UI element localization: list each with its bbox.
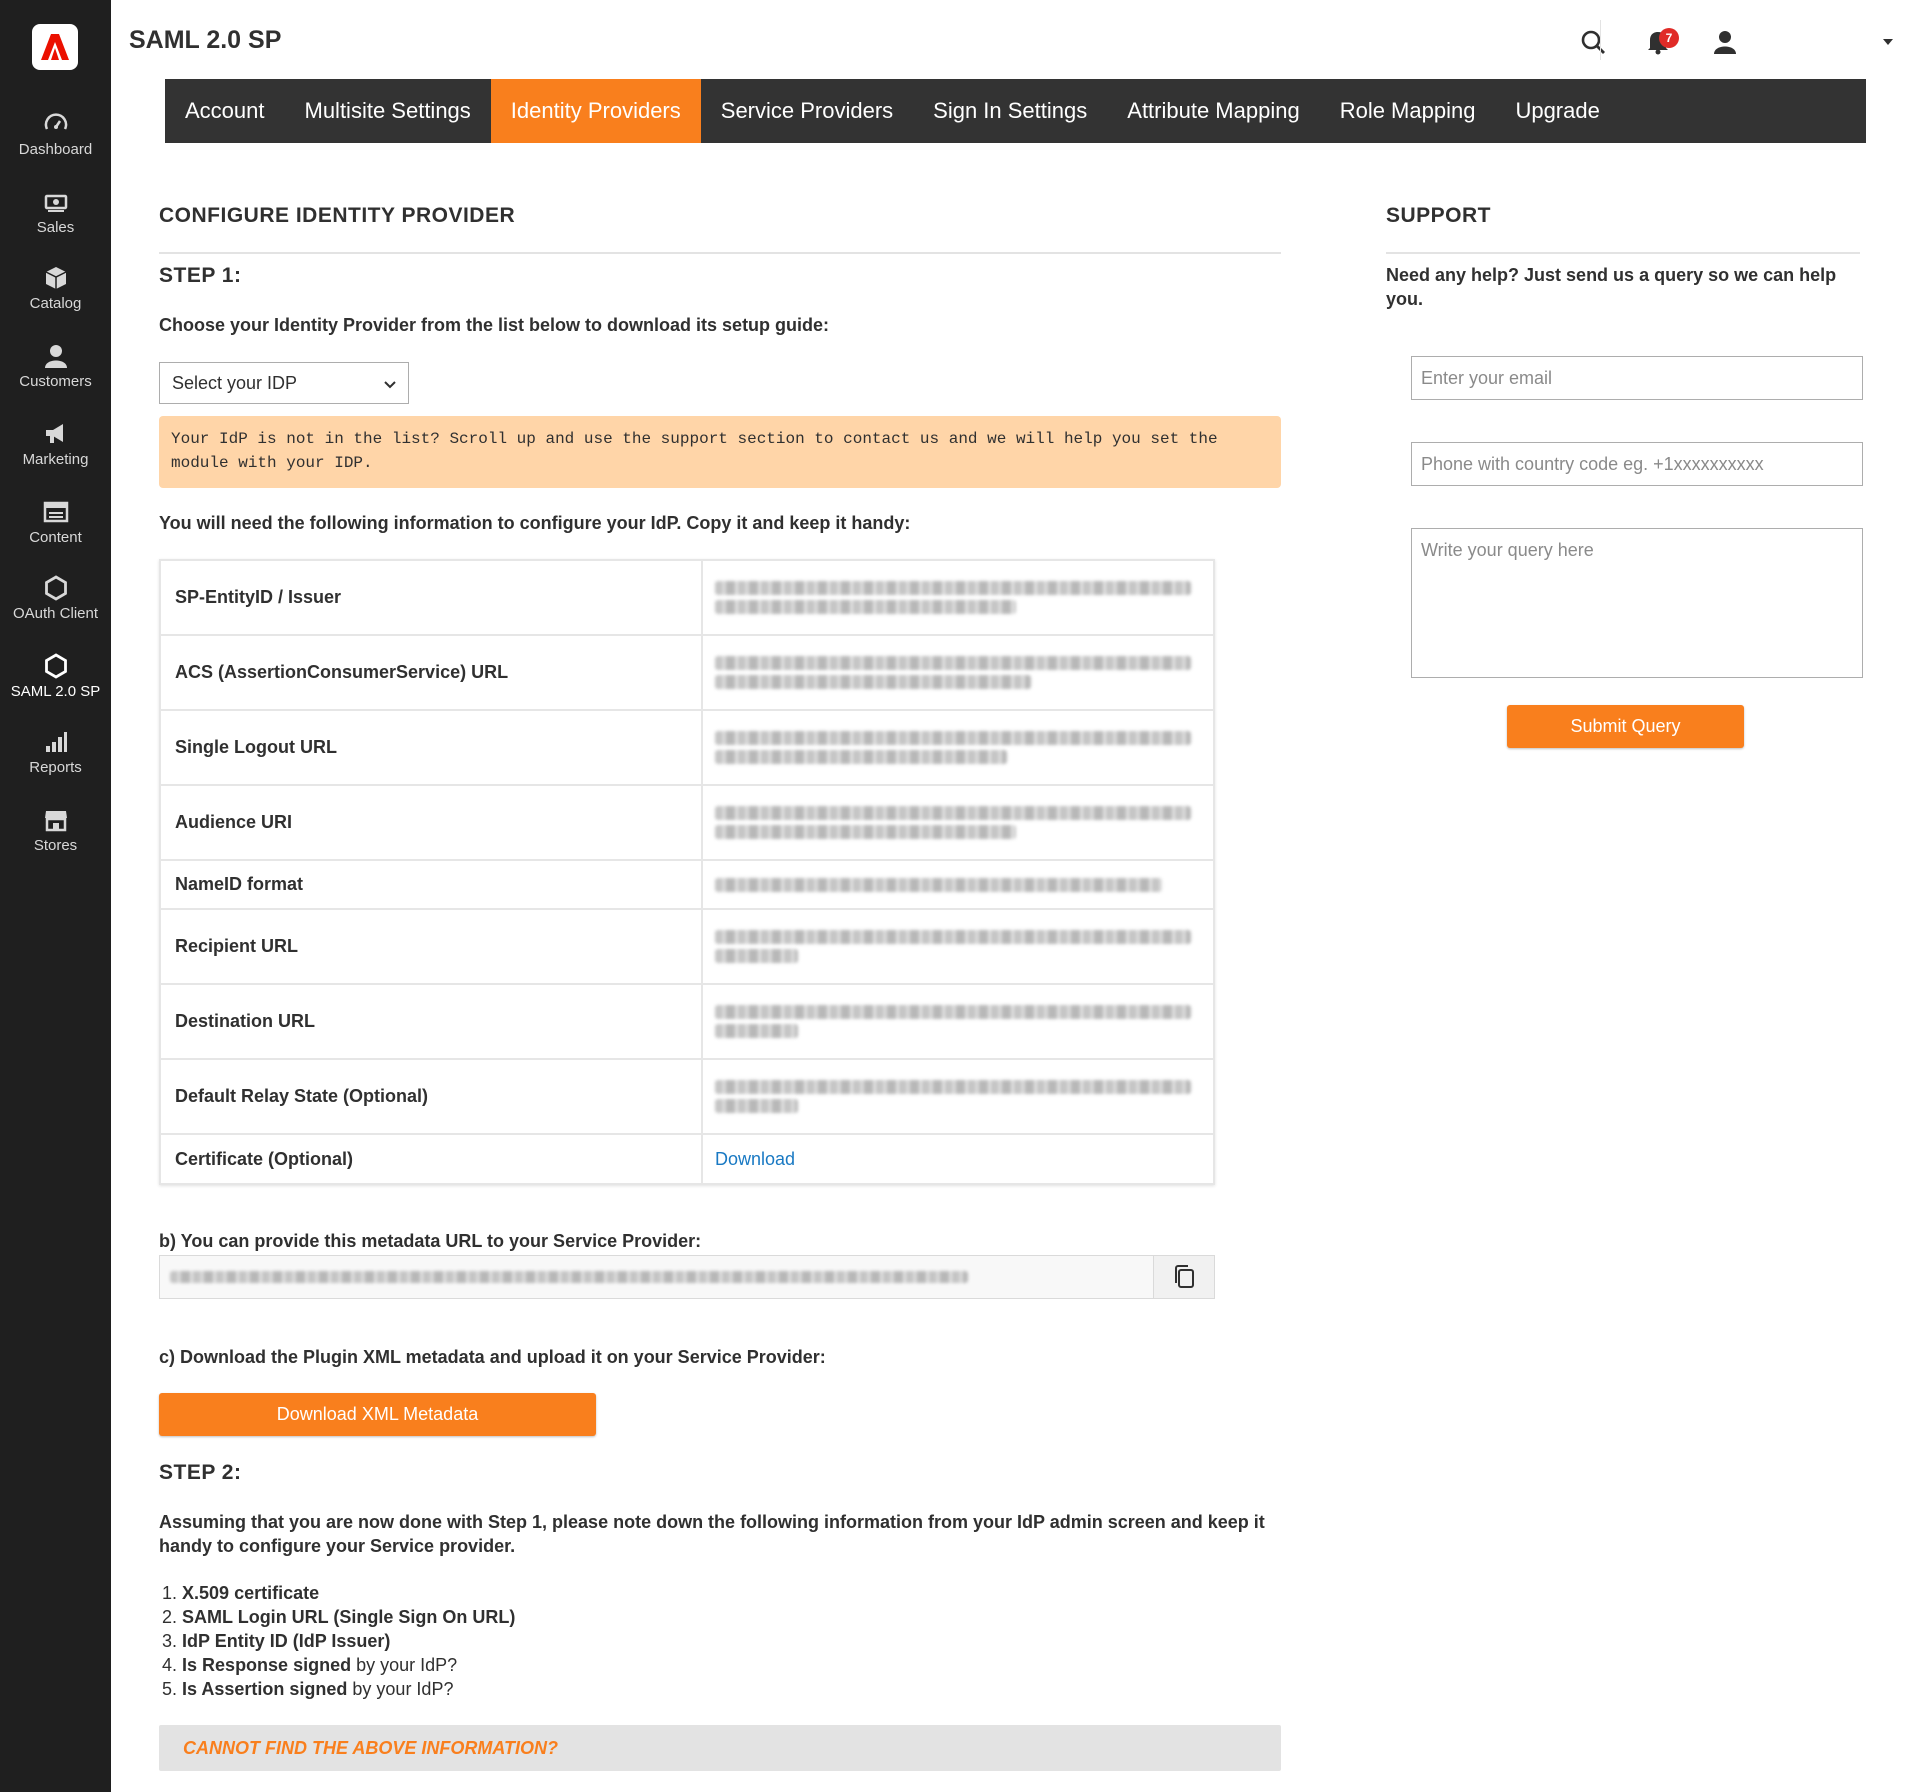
phone-placeholder: Phone with country code eg. +1xxxxxxxxxx — [1421, 453, 1764, 474]
sidebar-item-label: Catalog — [29, 295, 82, 312]
support-phone-field[interactable] — [1411, 442, 1863, 486]
row-label: ACS (AssertionConsumerService) URL — [160, 635, 702, 710]
tab-attribute-mapping[interactable]: Attribute Mapping — [1127, 98, 1300, 123]
sidebar-item-label: OAuth Client — [12, 605, 99, 622]
idp-select[interactable] — [159, 362, 409, 404]
metadata-url-label: b) You can provide this metadata URL to your Service Provider: — [159, 1231, 702, 1251]
redacted-value[interactable] — [702, 860, 1214, 909]
sidebar-item-stores[interactable] — [0, 807, 111, 855]
sidebar-item-label: Sales — [36, 219, 75, 236]
sidebar-item-label: Customers — [19, 373, 92, 390]
hexagon-icon — [0, 575, 111, 601]
redacted-value[interactable] — [702, 984, 1214, 1059]
sidebar-item-label: Stores — [33, 837, 78, 854]
header-divider — [1600, 20, 1601, 60]
certificate-download-cell — [702, 1134, 1214, 1184]
sidebar-item-label: SAML 2.0 SP — [10, 683, 101, 700]
row-label: SP-EntityID / Issuer — [160, 560, 702, 635]
table-row — [160, 860, 1214, 909]
search-icon[interactable] — [1575, 24, 1611, 60]
row-label: Single Logout URL — [160, 710, 702, 785]
table-row — [160, 1059, 1214, 1134]
step1-instruction: Choose your Identity Provider from the list below to download its setup guide: — [159, 315, 830, 335]
support-query-textarea[interactable] — [1411, 528, 1863, 678]
adobe-logo[interactable] — [32, 24, 78, 70]
sidebar-item-label: Marketing — [22, 451, 89, 468]
sidebar-item-reports[interactable] — [0, 729, 111, 777]
metadata-url-field[interactable] — [159, 1255, 1215, 1299]
tab-role-mapping[interactable]: Role Mapping — [1339, 98, 1476, 123]
table-row — [160, 1134, 1214, 1184]
support-heading: SUPPORT — [1386, 204, 1492, 227]
tab-sign-in-settings[interactable]: Sign In Settings — [933, 98, 1088, 123]
list-item: 2. SAML Login URL (Single Sign On URL) — [162, 1607, 516, 1627]
list-item: 5. Is Assertion signed by your IdP? — [162, 1679, 454, 1699]
page-title: SAML 2.0 SP — [129, 26, 282, 54]
row-label: Certificate (Optional) — [160, 1134, 702, 1184]
required-info-list — [162, 1581, 515, 1701]
marketing-icon — [0, 421, 111, 447]
content-icon — [0, 499, 111, 525]
catalog-icon — [0, 265, 111, 291]
module-tabs — [165, 79, 1866, 143]
chevron-down-icon — [384, 373, 396, 394]
tab-service-providers[interactable]: Service Providers — [720, 98, 894, 123]
stores-icon — [0, 807, 111, 833]
metadata-url-value[interactable] — [160, 1256, 1153, 1298]
table-row — [160, 984, 1214, 1059]
sidebar-item-content[interactable] — [0, 499, 111, 547]
email-placeholder: Enter your email — [1421, 367, 1553, 388]
sidebar-item-customers[interactable] — [0, 343, 111, 391]
redacted-value[interactable] — [702, 785, 1214, 860]
row-label: Recipient URL — [160, 909, 702, 984]
sidebar-item-saml-sp[interactable] — [0, 653, 111, 701]
support-divider — [1386, 252, 1860, 254]
sidebar-item-catalog[interactable] — [0, 265, 111, 313]
chevron-down-icon[interactable] — [1870, 24, 1906, 60]
idp-select-value: Select your IDP — [172, 372, 298, 393]
redacted-value[interactable] — [702, 1059, 1214, 1134]
hexagon-icon — [0, 653, 111, 679]
step2-heading: STEP 2: — [159, 1461, 242, 1484]
tab-upgrade[interactable]: Upgrade — [1515, 98, 1600, 123]
sidebar-item-oauth-client[interactable] — [0, 575, 111, 623]
notification-count-badge: 7 — [1659, 28, 1679, 48]
table-row — [160, 909, 1214, 984]
tab-account[interactable]: Account — [185, 98, 265, 123]
redacted-value[interactable] — [702, 635, 1214, 710]
list-item: 3. IdP Entity ID (IdP Issuer) — [162, 1631, 391, 1651]
download-xml-metadata-button[interactable]: Download XML Metadata — [159, 1393, 596, 1436]
tab-identity-providers[interactable]: Identity Providers — [491, 79, 701, 143]
adobe-logo-icon — [40, 33, 70, 61]
sidebar-item-dashboard[interactable] — [0, 111, 111, 159]
support-help-text: Need any help? Just send us a query so we can help you. — [1386, 265, 1837, 309]
table-row — [160, 560, 1214, 635]
row-label: Audience URI — [160, 785, 702, 860]
sales-icon — [0, 189, 111, 215]
table-row — [160, 635, 1214, 710]
sidebar-item-sales[interactable] — [0, 189, 111, 237]
sidebar-item-label: Reports — [29, 759, 82, 776]
xml-metadata-label: c) Download the Plugin XML metadata and upload it on your Service Provider: — [159, 1347, 826, 1367]
configure-idp-heading: CONFIGURE IDENTITY PROVIDER — [159, 204, 516, 227]
info-intro: You will need the following information to configure your IdP. Copy it and keep it handy: — [159, 513, 911, 533]
sidebar-item-label: Dashboard — [18, 141, 93, 158]
row-label: Destination URL — [160, 984, 702, 1059]
certificate-download-link[interactable]: Download — [715, 1148, 796, 1169]
reports-icon — [0, 729, 111, 755]
table-row — [160, 710, 1214, 785]
admin-sidebar — [0, 0, 111, 1792]
row-label: Default Relay State (Optional) — [160, 1059, 702, 1134]
table-row — [160, 785, 1214, 860]
sp-info-table — [159, 559, 1215, 1185]
list-item: 4. Is Response signed by your IdP? — [162, 1655, 458, 1675]
idp-not-listed-notice: Your IdP is not in the list? Scroll up and use the support section to contact us and we will help you set the module with your IDP. — [159, 416, 1281, 488]
customers-icon — [0, 343, 111, 369]
step1-heading: STEP 1: — [159, 264, 242, 287]
step2-intro: Assuming that you are now done with Step 1, please note down the following information from your IdP admin screen and keep it handy to configure your Service provider. — [159, 1512, 1265, 1556]
sidebar-item-marketing[interactable] — [0, 421, 111, 469]
redacted-value[interactable] — [702, 710, 1214, 785]
submit-query-button[interactable]: Submit Query — [1507, 705, 1744, 748]
user-icon[interactable] — [1707, 24, 1743, 60]
copy-button[interactable] — [1153, 1256, 1214, 1298]
dashboard-icon — [0, 111, 111, 137]
copy-icon — [1172, 1264, 1196, 1290]
redacted-value[interactable] — [702, 560, 1214, 635]
support-email-field[interactable] — [1411, 356, 1863, 400]
sidebar-item-label: Content — [29, 529, 82, 546]
tab-multisite-settings[interactable]: Multisite Settings — [304, 98, 471, 123]
section-divider — [159, 252, 1281, 254]
query-placeholder: Write your query here — [1421, 540, 1594, 560]
list-item: 1. X.509 certificate — [162, 1583, 320, 1603]
cannot-find-info-toggle[interactable]: CANNOT FIND THE ABOVE INFORMATION? — [159, 1725, 1281, 1771]
redacted-value[interactable] — [702, 909, 1214, 984]
row-label: NameID format — [160, 860, 702, 909]
